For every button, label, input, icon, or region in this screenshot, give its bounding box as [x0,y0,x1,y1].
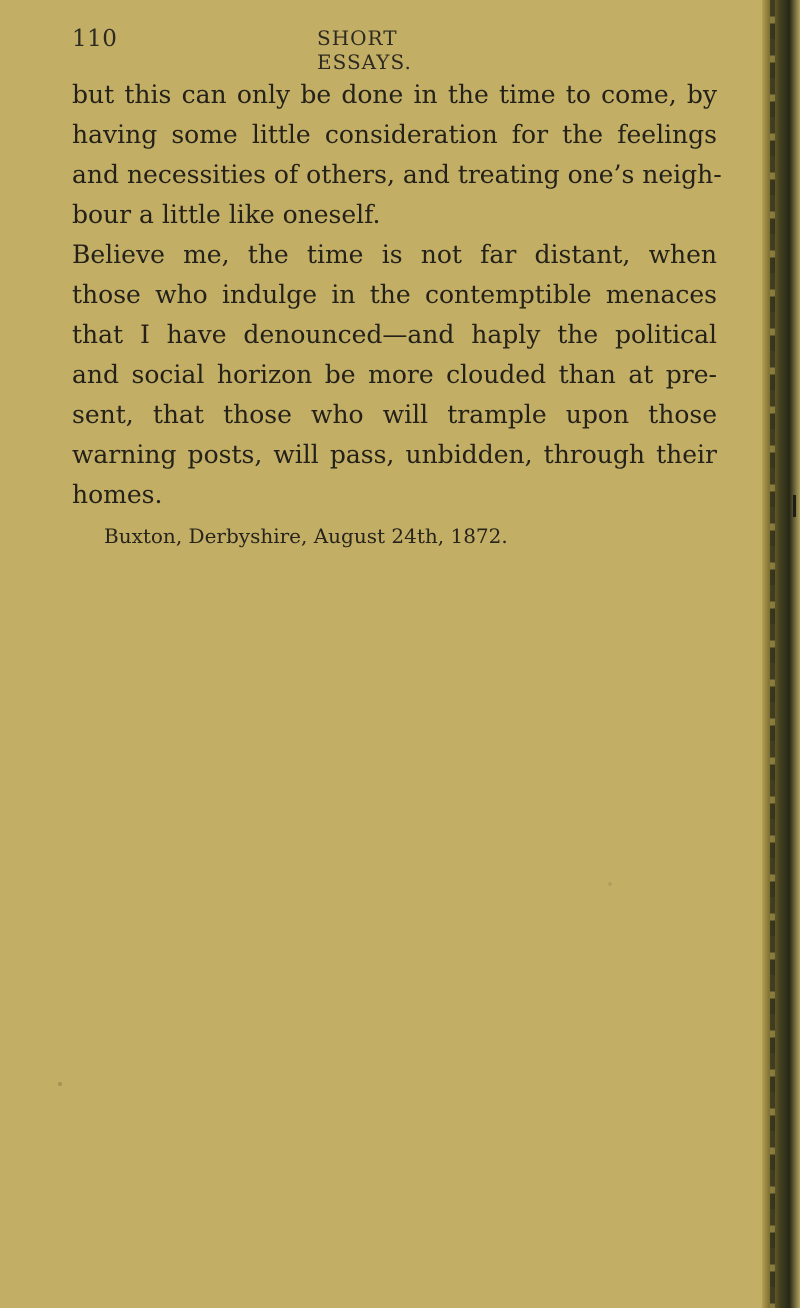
page-header [72,26,492,74]
paper-spot [608,882,612,886]
text-line-2: having some little consideration for the feelings [72,120,717,149]
text-line-6: those who indulge in the contemptible menaces [72,280,717,309]
page-number: 110 [72,26,118,52]
text-line-5: Believe me, the time is not far distant, when [72,240,717,269]
text-line-4: bour a little like oneself. [72,200,381,229]
running-head: SHORT ESSAYS. [317,26,412,74]
text-line-7: that I have denounced—and haply the political [72,320,717,349]
essay-text [72,75,722,515]
text-line-9: sent, that those who will trample upon those [72,400,717,429]
paper-spot [58,1082,62,1086]
text-line-3: and necessities of others, and treating one’s neigh- [72,160,722,189]
text-line-10: warning posts, will pass, unbidden, through their [72,440,717,469]
page-edge-shadow [762,0,800,1308]
place-date-signature: Buxton, Derbyshire, August 24th, 1872. [104,524,508,548]
page-edge-mark [793,495,796,517]
text-line-11: homes. [72,480,163,509]
text-line-1: but this can only be done in the time to come, by [72,80,717,109]
text-line-8: and social horizon be more clouded than at pre- [72,360,717,389]
